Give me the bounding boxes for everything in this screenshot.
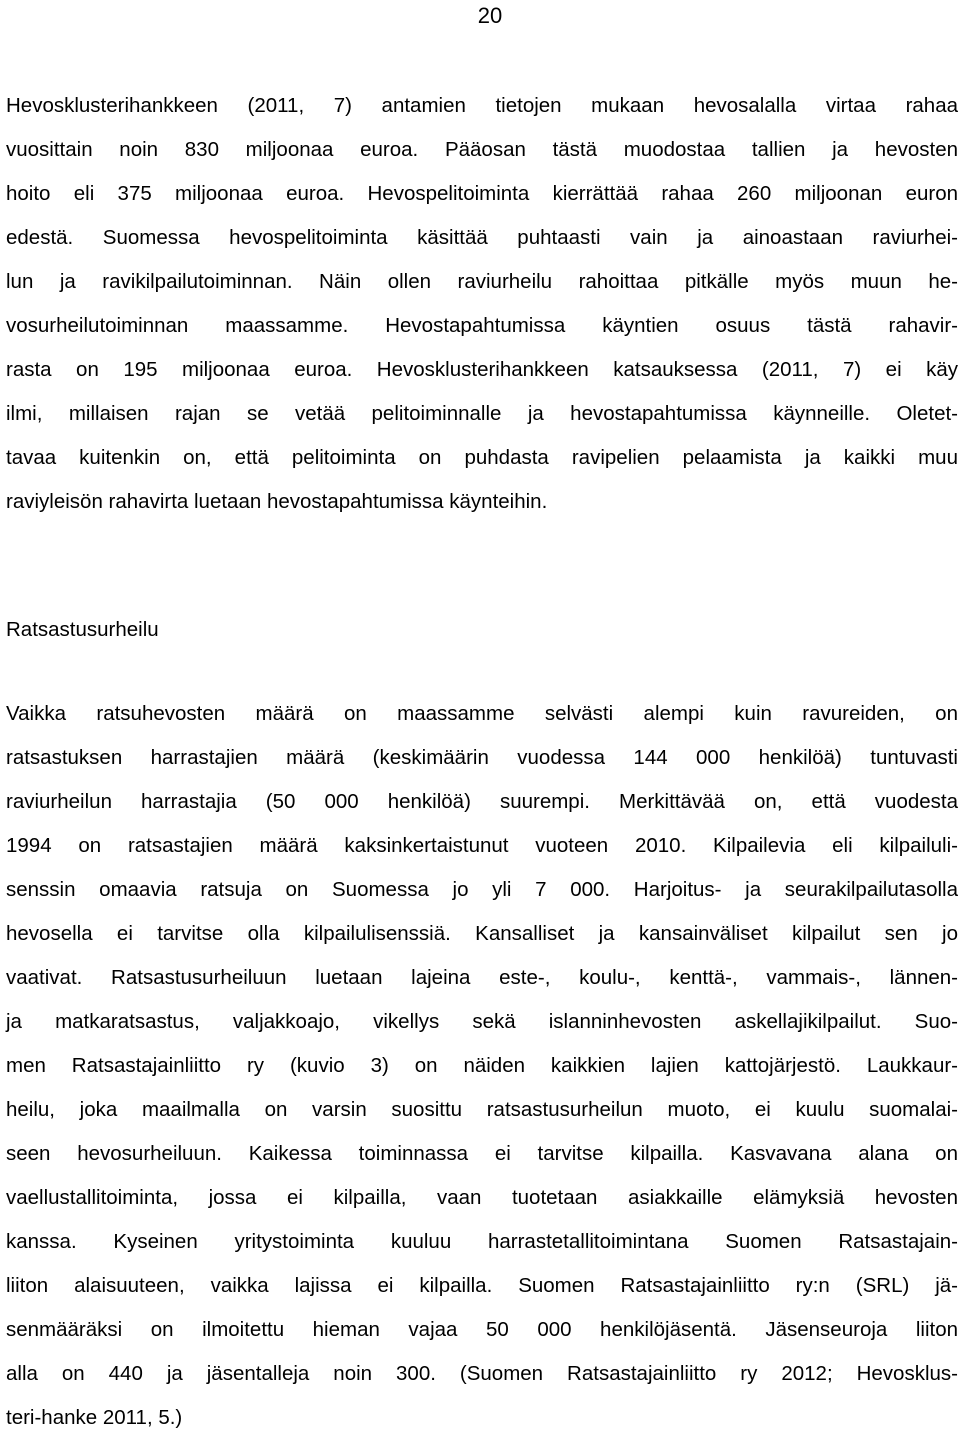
paragraph-line: ratsastuksen harrastajien määrä (keskimäärin vuodessa 144 000 henkilöä) tuntuvasti [6,746,958,769]
paragraph-line: hoito eli 375 miljoonaa euroa. Hevospelitoiminta kierrättää rahaa 260 miljoonan euron [6,182,958,205]
paragraph-line: ilmi, millaisen rajan se vetää pelitoiminnalle ja hevostapahtumissa käynneille. Oletet- [6,402,958,425]
paragraph-line: tavaa kuitenkin on, että pelitoiminta on puhdasta ravipelien pelaamista ja kaikki muu [6,446,958,469]
paragraph-line: senmääräksi on ilmoitettu hieman vajaa 50 000 henkilöjäsentä. Jäsenseuroja liiton [6,1318,958,1341]
paragraph-hevospelitoiminta [6,84,958,524]
paragraph-line: senssin omaavia ratsuja on Suomessa jo yli 7 000. Harjoitus- ja seurakilpailutasolla [6,878,958,901]
paragraph-line: raviyleisön rahavirta luetaan hevostapahtumissa käynteihin. [6,490,548,513]
paragraph-line: vosurheilutoiminnan maassamme. Hevostapahtumissa käyntien osuus tästä rahavir- [6,314,958,337]
paragraph-line: men Ratsastajainliitto ry (kuvio 3) on näiden kaikkien lajien kattojärjestö. Laukkaur- [6,1054,958,1077]
paragraph-line: vuosittain noin 830 miljoonaa euroa. Pääosan tästä muodostaa tallien ja hevosten [6,138,958,161]
paragraph-line: liiton alaisuuteen, vaikka lajissa ei kilpailla. Suomen Ratsastajainliitto ry:n (SRL) jä- [6,1274,958,1297]
paragraph-line: ja matkaratsastus, valjakkoajo, vikellys sekä islanninhevosten askellajikilpailut. Suo- [6,1010,958,1033]
paragraph-line: alla on 440 ja jäsentalleja noin 300. (Suomen Ratsastajainliitto ry 2012; Hevosklus- [6,1362,958,1385]
paragraph-line: vaativat. Ratsastusurheiluun luetaan lajeina este-, koulu-, kenttä-, vammais-, lännen- [6,966,958,989]
paragraph-line: raviurheilun harrastajia (50 000 henkilöä) suurempi. Merkittävää on, että vuodesta [6,790,958,813]
paragraph-line: kanssa. Kyseinen yritystoiminta kuuluu harrastetallitoimintana Suomen Ratsastajain- [6,1230,958,1253]
paragraph-line: teri-hanke 2011, 5.) [6,1406,183,1429]
paragraph-line: 1994 on ratsastajien määrä kaksinkertaistunut vuoteen 2010. Kilpailevia eli kilpailuli- [6,834,958,857]
paragraph-line: heilu, joka maailmalla on varsin suosittu ratsastusurheilun muoto, ei kuulu suomalai- [6,1098,958,1121]
page-number: 20 [477,3,503,28]
paragraph-line: Hevosklusterihankkeen (2011, 7) antamien tietojen mukaan hevosalalla virtaa rahaa [6,94,958,117]
paragraph-line: vaellustallitoiminta, jossa ei kilpailla, vaan tuotetaan asiakkaille elämyksiä hevosten [6,1186,958,1209]
paragraph-line: lun ja ravikilpailutoiminnan. Näin ollen raviurheilu rahoittaa pitkälle myös muun he- [6,270,958,293]
paragraph-line: seen hevosurheiluun. Kaikessa toiminnassa ei tarvitse kilpailla. Kasvavana alana on [6,1142,958,1165]
paragraph-ratsastusurheilu [6,692,958,1440]
paragraph-line: hevosella ei tarvitse olla kilpailulisenssiä. Kansalliset ja kansainväliset kilpailut sen jo [6,922,958,945]
paragraph-line: edestä. Suomessa hevospelitoiminta käsittää puhtaasti vain ja ainoastaan raviurhei- [6,226,958,249]
paragraph-line: Vaikka ratsuhevosten määrä on maassamme selvästi alempi kuin ravureiden, on [6,702,958,725]
section-heading: Ratsastusurheilu [6,618,159,641]
paragraph-line: rasta on 195 miljoonaa euroa. Hevosklusterihankkeen katsauksessa (2011, 7) ei käy [6,358,958,381]
